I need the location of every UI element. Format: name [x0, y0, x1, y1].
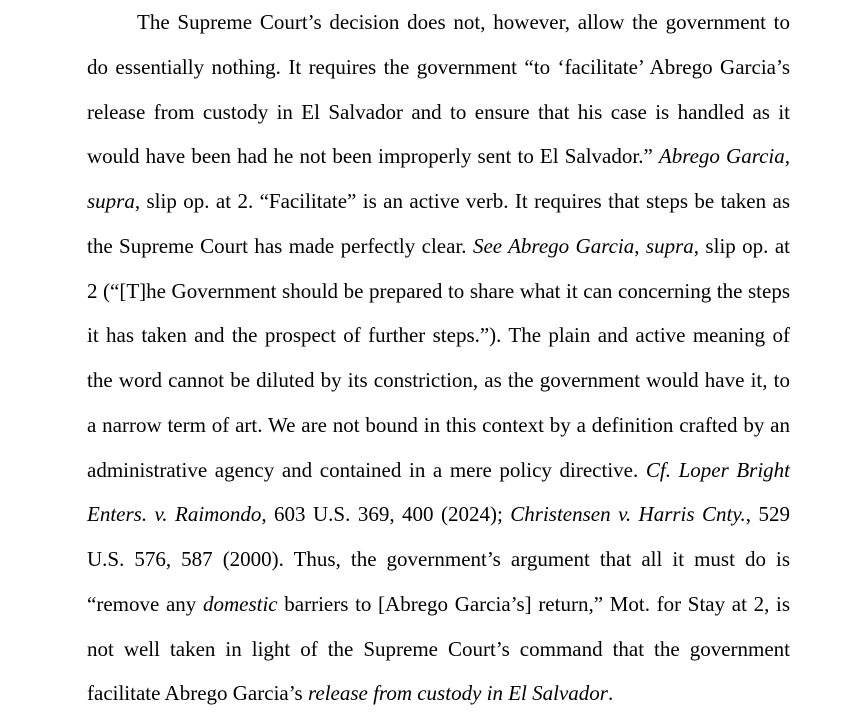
italic-run: Abrego Garcia — [658, 144, 785, 169]
italic-run: supra — [645, 233, 694, 258]
text-run: , — [784, 144, 790, 169]
italic-run: domestic — [202, 591, 278, 616]
italic-run: Loper Bright Enters. v. Raimondo — [87, 457, 791, 527]
text-run: , — [634, 233, 646, 258]
text-run: , 603 U.S. 369, 400 (2024); — [261, 502, 511, 527]
italic-run: supra — [87, 189, 135, 213]
text-run: . — [607, 681, 614, 706]
text-run: barriers to [Abrego Garcia’s] return,” Mot. for Stay at 2, is not well taken in light of the Supreme Court’s command that the government facilitate Abrego Garcia’s — [87, 591, 791, 706]
italic-run: See Abrego Garcia — [472, 233, 635, 258]
text-run: , slip op. at 2. “Facilitate” is an active verb. It requires that steps be taken as the Supreme Court has made perfectly clear. — [87, 189, 790, 258]
italic-run: Christensen v. Harris Cnty. — [510, 502, 746, 527]
opinion-paragraph — [87, 0, 790, 716]
text-run — [671, 458, 679, 482]
text-run: , slip op. at 2 (“[T]he Government should be prepared to share what it can concerning the steps it has taken and the prospect of further steps.”). The plain and active meaning of the word cannot be diluted by its constriction, as the government would have it, to a narrow term of art. We are not bound in this context by a definition crafted by an administrative agency and contained in a mere policy directive. — [87, 233, 790, 482]
italic-run: Cf. — [645, 457, 671, 482]
italic-run: release from custody in El Salvador — [307, 681, 608, 706]
text-run: , 529 U.S. 576, 587 (2000). Thus, the government’s argument that all it must do is “remove any — [87, 502, 790, 616]
text-run: The Supreme Court’s decision does not, however, allow the government to do essentially nothing. It requires the government “to ‘facilitate’ Abrego Garcia’s release from custody in El Salvador and to ensure that his case is handled as it would have been had he not been improperly sent to El Salvador.” — [87, 10, 790, 169]
